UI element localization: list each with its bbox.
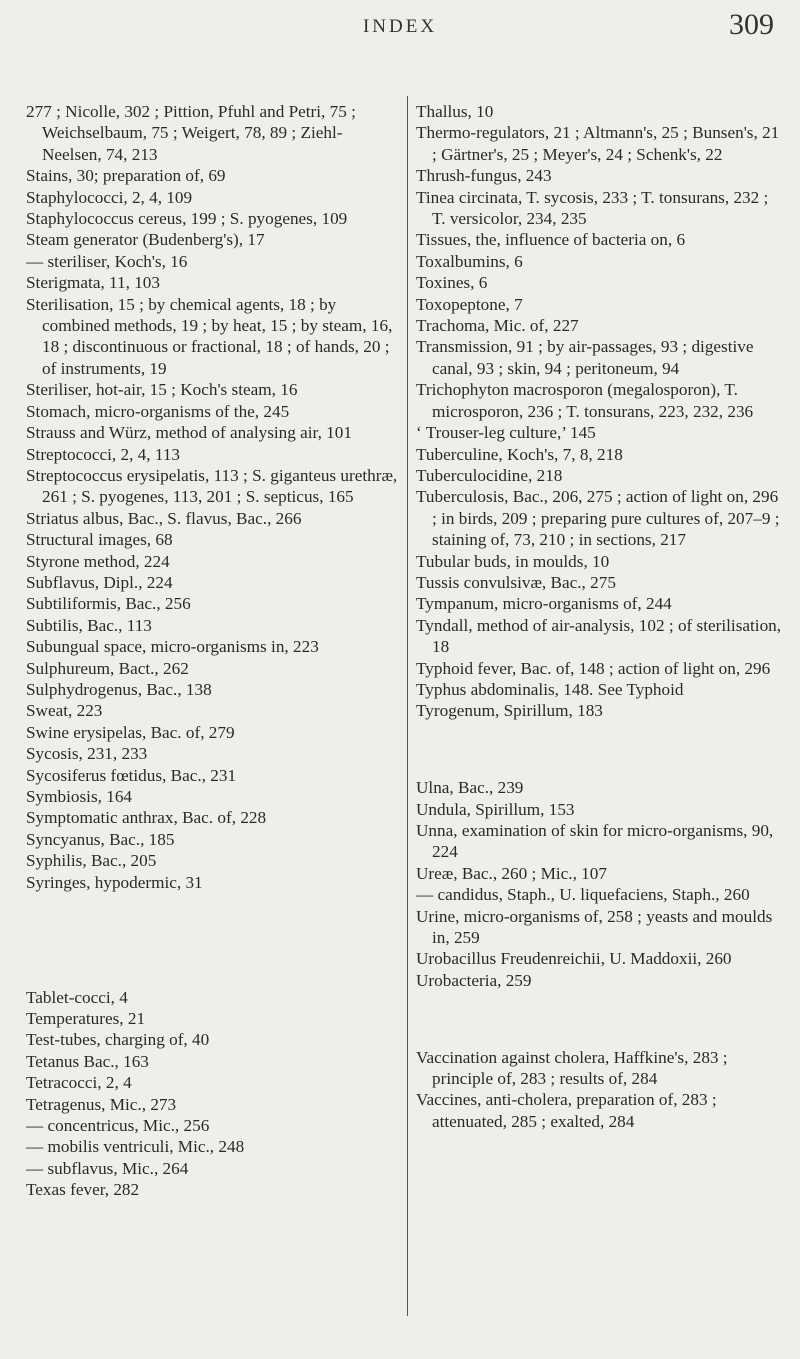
- index-column-right: [416, 101, 782, 1132]
- index-entry: Tyrogenum, Spirillum, 183: [416, 701, 603, 721]
- index-entry: Swine erysipelas, Bac. of, 279: [26, 722, 235, 742]
- index-entry: Sycosis, 231, 233: [26, 744, 148, 764]
- index-entry: — steriliser, Koch's, 16: [26, 251, 188, 271]
- index-entry: Syringes, hypodermic, 31: [26, 872, 203, 892]
- index-entry: Ulna, Bac., 239: [416, 778, 524, 798]
- index-entry: Urine, micro-organisms of, 258 ; yeasts and moulds in, 259: [416, 906, 773, 947]
- page-number: 309: [729, 8, 774, 41]
- index-entry: Tuberculocidine, 218: [416, 465, 563, 485]
- index-entry: Undula, Spirillum, 153: [416, 799, 575, 819]
- index-entry: Tetracocci, 2, 4: [26, 1073, 132, 1093]
- index-entry: Styrone method, 224: [26, 551, 170, 571]
- index-entry: Urobacteria, 259: [416, 970, 532, 990]
- index-entry: Syncyanus, Bac., 185: [26, 829, 175, 849]
- section-gap: [26, 910, 398, 931]
- index-entry: Typhoid fever, Bac. of, 148 ; action of light on, 296: [416, 658, 771, 678]
- index-entry: Stains, 30; preparation of, 69: [26, 166, 226, 186]
- index-entry: Test-tubes, charging of, 40: [26, 1030, 210, 1050]
- index-entry: Tussis convulsivæ, Bac., 275: [416, 572, 616, 592]
- index-entry: Structural images, 68: [26, 530, 173, 550]
- section-gap: [26, 948, 398, 969]
- index-entry: Tuberculosis, Bac., 206, 275 ; action of light on, 296 ; in birds, 209 ; preparing pure cultures of, 207–9 ; staining of, 73, 210 ; in sections, 217: [416, 487, 780, 550]
- index-entry: Toxines, 6: [416, 273, 488, 293]
- section-gap: [416, 739, 782, 760]
- index-entry: Steam generator (Budenberg's), 17: [26, 230, 265, 250]
- index-entry: Tissues, the, influence of bacteria on, 6: [416, 230, 686, 250]
- index-entry: Trichophyton macrosporon (megalosporon), T. microsporon, 236 ; T. tonsurans, 223, 232, 236: [416, 380, 754, 421]
- index-entry: Tyndall, method of air-analysis, 102 ; of sterilisation, 18: [416, 615, 782, 657]
- index-entry: Trachoma, Mic. of, 227: [416, 316, 579, 336]
- index-entry: Thrush-fungus, 243: [416, 166, 552, 186]
- index-entry: Thallus, 10: [416, 102, 494, 121]
- index-entry: Tetanus Bac., 163: [26, 1051, 149, 1071]
- index-entry: Tubular buds, in moulds, 10: [416, 551, 610, 571]
- index-entry: Tetragenus, Mic., 273: [26, 1094, 177, 1114]
- index-entry: Tinea circinata, T. sycosis, 233 ; T. tonsurans, 232 ; T. versicolor, 234, 235: [416, 187, 769, 229]
- index-entry: Subflavus, Dipl., 224: [26, 572, 173, 592]
- index-entry: Staphylococci, 2, 4, 109: [26, 187, 193, 207]
- index-entry: Transmission, 91 ; by air-passages, 93 ; digestive canal, 93 ; skin, 94 ; peritoneum, 94: [416, 337, 754, 378]
- page-header: [0, 8, 800, 54]
- index-entry: Stomach, micro-organisms of the, 245: [26, 401, 290, 421]
- index-entry: — mobilis ventriculi, Mic., 248: [26, 1137, 245, 1157]
- index-entry: Texas fever, 282: [26, 1180, 140, 1200]
- index-entry: Ureæ, Bac., 260 ; Mic., 107: [416, 863, 607, 883]
- index-entry: Streptococcus erysipelatis, 113 ; S. giganteus urethræ, 261 ; S. pyogenes, 113, 201 ; S. septicus, 165: [26, 465, 398, 507]
- running-title: INDEX: [362, 16, 438, 37]
- index-entry: Sycosiferus fœtidus, Bac., 231: [26, 765, 237, 785]
- index-entry: Toxalbumins, 6: [416, 251, 523, 271]
- index-entry: Tuberculine, Koch's, 7, 8, 218: [416, 444, 623, 464]
- index-entry: Strauss and Würz, method of analysing air, 101: [26, 423, 352, 443]
- index-entry: — candidus, Staph., U. liquefaciens, Staph., 260: [416, 885, 750, 905]
- index-entry: Tablet-cocci, 4: [26, 987, 128, 1007]
- index-entry: Sweat, 223: [26, 701, 103, 721]
- index-entry: — concentricus, Mic., 256: [26, 1116, 210, 1136]
- index-entry: Tympanum, micro-organisms of, 244: [416, 594, 672, 614]
- index-entry: Streptococci, 2, 4, 113: [26, 444, 181, 464]
- index-entry: Subtiliformis, Bac., 256: [26, 594, 191, 614]
- section-gap: [416, 1008, 782, 1029]
- index-entry: Syphilis, Bac., 205: [26, 851, 157, 871]
- index-column-left: [26, 101, 398, 1201]
- index-entry: Urobacillus Freudenreichii, U. Maddoxii, 260: [416, 949, 732, 969]
- index-entry: Typhus abdominalis, 148. See Typhoid: [416, 679, 684, 699]
- index-entry: Vaccination against cholera, Haffkine's, 283 ; principle of, 283 ; results of, 284: [416, 1047, 728, 1088]
- index-entry: Sulphureum, Bact., 262: [26, 658, 189, 678]
- index-entry: — subflavus, Mic., 264: [26, 1158, 189, 1178]
- index-entry: Subungual space, micro-organisms in, 223: [26, 637, 319, 657]
- index-entry: Sterilisation, 15 ; by chemical agents, 18 ; by combined methods, 19 ; by heat, 15 ; by steam, 16, 18 ; discontinuous or fractional, 18 ; of hands, 20 ; of instruments, 19: [26, 294, 393, 378]
- index-entry: Thermo-regulators, 21 ; Altmann's, 25 ; Bunsen's, 21 ; Gärtner's, 25 ; Meyer's, 24 ; Schenk's, 22: [416, 123, 780, 164]
- index-entry: Temperatures, 21: [26, 1009, 146, 1028]
- index-entry: Striatus albus, Bac., S. flavus, Bac., 266: [26, 508, 302, 528]
- index-entry: Symbiosis, 164: [26, 787, 133, 806]
- index-entry: ‘ Trouser-leg culture,’ 145: [416, 423, 596, 443]
- index-entry: Steriliser, hot-air, 15 ; Koch's steam, 16: [26, 380, 298, 400]
- index-entry: 277 ; Nicolle, 302 ; Pittion, Pfuhl and Petri, 75 ; Weichselbaum, 75 ; Weigert, 78, 89 ; Ziehl-Neelsen, 74, 213: [26, 102, 356, 164]
- index-entry: Sterigmata, 11, 103: [26, 273, 160, 293]
- index-entry: Subtilis, Bac., 113: [26, 615, 152, 635]
- index-entry: Staphylococcus cereus, 199 ; S. pyogenes, 109: [26, 209, 348, 229]
- index-entry: Toxopeptone, 7: [416, 294, 523, 314]
- index-entry: Symptomatic anthrax, Bac. of, 228: [26, 808, 267, 828]
- column-divider: [407, 96, 408, 1316]
- index-entry: Unna, examination of skin for micro-organisms, 90, 224: [416, 820, 774, 862]
- index-entry: Sulphydrogenus, Bac., 138: [26, 679, 212, 699]
- index-entry: Vaccines, anti-cholera, preparation of, 283 ; attenuated, 285 ; exalted, 284: [416, 1090, 717, 1131]
